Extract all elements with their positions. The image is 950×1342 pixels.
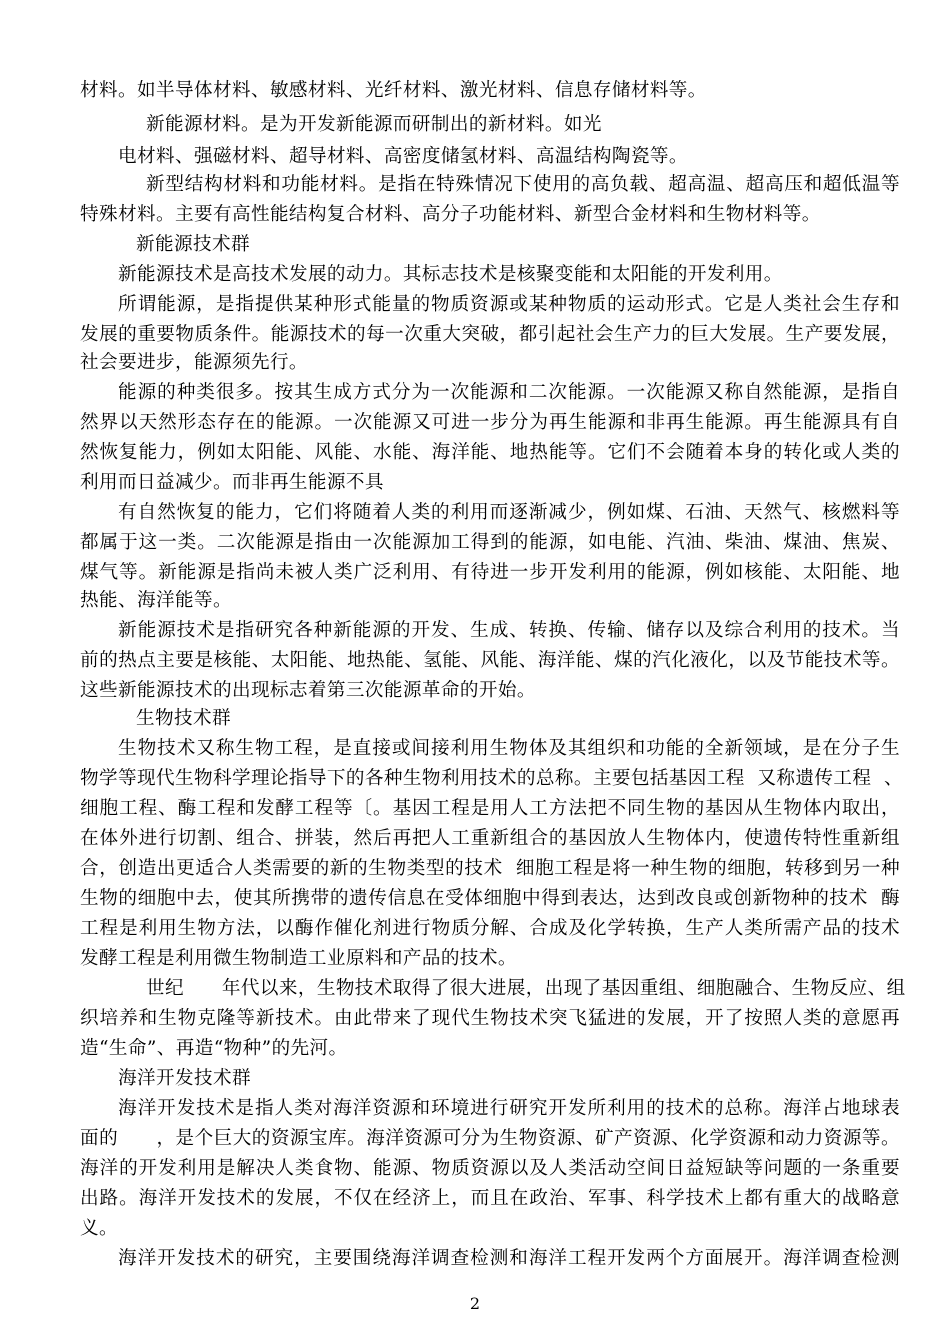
text-line: 细胞工程、酶工程和发酵工程等〔。基因工程是用人工方法把不同生物的基因从生物体内取出， (80, 798, 900, 819)
text-line: 电材料、强磁材料、超导材料、高密度储氢材料、高温结构陶瓷等。 (118, 146, 688, 167)
text-line: 能源的种类很多。按其生成方式分为一次能源和二次能源。一次能源又称自然能源，是指自 (118, 382, 900, 403)
text-line: 材料。如半导体材料、敏感材料、光纤材料、激光材料、信息存储材料等。 (80, 80, 707, 101)
text-line: 生物技术又称生物工程，是直接或间接利用生物体及其组织和功能的全新领域，是在分子生 (118, 738, 900, 759)
text-line: 义。 (80, 1218, 118, 1239)
text-line: 新能源技术是指研究各种新能源的开发、生成、转换、传输、储存以及综合利用的技术。当 (118, 620, 900, 641)
text-line: 新能源材料。是为开发新能源而研制出的新材料。如光 (146, 114, 602, 135)
text-line: 然界以天然形态存在的能源。一次能源又可进一步分为再生能源和非再生能源。再生能源具有自 (80, 412, 900, 433)
page-number: 2 (469, 1294, 481, 1313)
section-heading: 新能源技术群 (136, 234, 250, 255)
text-line: 然恢复能力，例如太阳能、风能、水能、海洋能、地热能等。它们不会随着本身的转化或人类的 (80, 442, 900, 463)
text-line: 发展的重要物质条件。能源技术的每一次重大突破，都引起社会生产力的巨大发展。生产要发展， (80, 324, 900, 345)
text-line: 海洋开发技术的研究，主要围绕海洋调查检测和海洋工程开发两个方面展开。海洋调查检测 (118, 1248, 900, 1269)
text-line: 物学等现代生物科学理论指导下的各种生物利用技术的总称。主要包括基因工程 又称遗传工程 、 (80, 768, 903, 789)
text-line: 生物的细胞中去，使其所携带的遗传信息在受体细胞中得到表达，达到改良或创新物种的技术 酶 (80, 888, 900, 909)
text-line: 前的热点主要是核能、太阳能、地热能、氢能、风能、海洋能、煤的汽化液化，以及节能技术等。 (80, 650, 900, 671)
text-line: 都属于这一类。二次能源是指由一次能源加工得到的能源，如电能、汽油、柴油、煤油、焦炭、 (80, 532, 900, 553)
section-heading: 海洋开发技术群 (118, 1068, 251, 1089)
text-line: 煤气等。新能源是指尚未被人类广泛利用、有待进一步开发利用的能源，例如核能、太阳能、地 (80, 562, 900, 583)
text-line: 利用而日益减少。而非再生能源不具 (80, 472, 384, 493)
text-line: 有自然恢复的能力，它们将随着人类的利用而逐渐减少，例如煤、石油、天然气、核燃料等 (118, 502, 900, 523)
text-line: 合，创造出更适合人类需要的新的生物类型的技术 细胞工程是将一种生物的细胞，转移到另一种 (80, 858, 900, 879)
text-line: 这些新能源技术的出现标志着第三次能源革命的开始。 (80, 680, 536, 701)
section-heading: 生物技术群 (136, 708, 231, 729)
text-line: 所谓能源，是指提供某种形式能量的物质资源或某种物质的运动形式。它是人类社会生存和 (118, 294, 900, 315)
text-line: 面的 ，是个巨大的资源宝库。海洋资源可分为生物资源、矿产资源、化学资源和动力资源等。 (80, 1128, 900, 1149)
text-line: 出路。海洋开发技术的发展，不仅在经济上，而且在政治、军事、科学技术上都有重大的战略意 (80, 1188, 900, 1209)
text-line: 新能源技术是高技术发展的动力。其标志技术是核聚变能和太阳能的开发利用。 (118, 264, 783, 285)
text-line: 工程是利用生物方法，以酶作催化剂进行物质分解、合成及化学转换，生产人类所需产品的技术 (80, 918, 900, 939)
text-line: 造“生命”、再造“物种”的先河。 (80, 1038, 348, 1059)
text-line: 社会要进步，能源须先行。 (80, 352, 308, 373)
text-line: 特殊材料。主要有高性能结构复合材料、高分子功能材料、新型合金材料和生物材料等。 (80, 204, 821, 225)
text-line: 世纪 年代以来，生物技术取得了很大进展，出现了基因重组、细胞融合、生物反应、组 (146, 978, 906, 999)
text-line: 发酵工程是利用微生物制造工业原料和产品的技术。 (80, 948, 517, 969)
text-line: 热能、海洋能等。 (80, 590, 232, 611)
text-line: 海洋开发技术是指人类对海洋资源和环境进行研究开发所利用的技术的总称。海洋占地球表 (118, 1098, 900, 1119)
text-line: 织培养和生物克隆等新技术。由此带来了现代生物技术突飞猛进的发展，开了按照人类的意愿再 (80, 1008, 900, 1029)
text-line: 海洋的开发利用是解决人类食物、能源、物质资源以及人类活动空间日益短缺等问题的一条重要 (80, 1158, 900, 1179)
text-line: 在体外进行切割、组合、拼装，然后再把人工重新组合的基因放人生物体内，使遗传特性重新组 (80, 828, 900, 849)
text-line: 新型结构材料和功能材料。是指在特殊情况下使用的高负载、超高温、超高压和超低温等 (146, 174, 900, 195)
